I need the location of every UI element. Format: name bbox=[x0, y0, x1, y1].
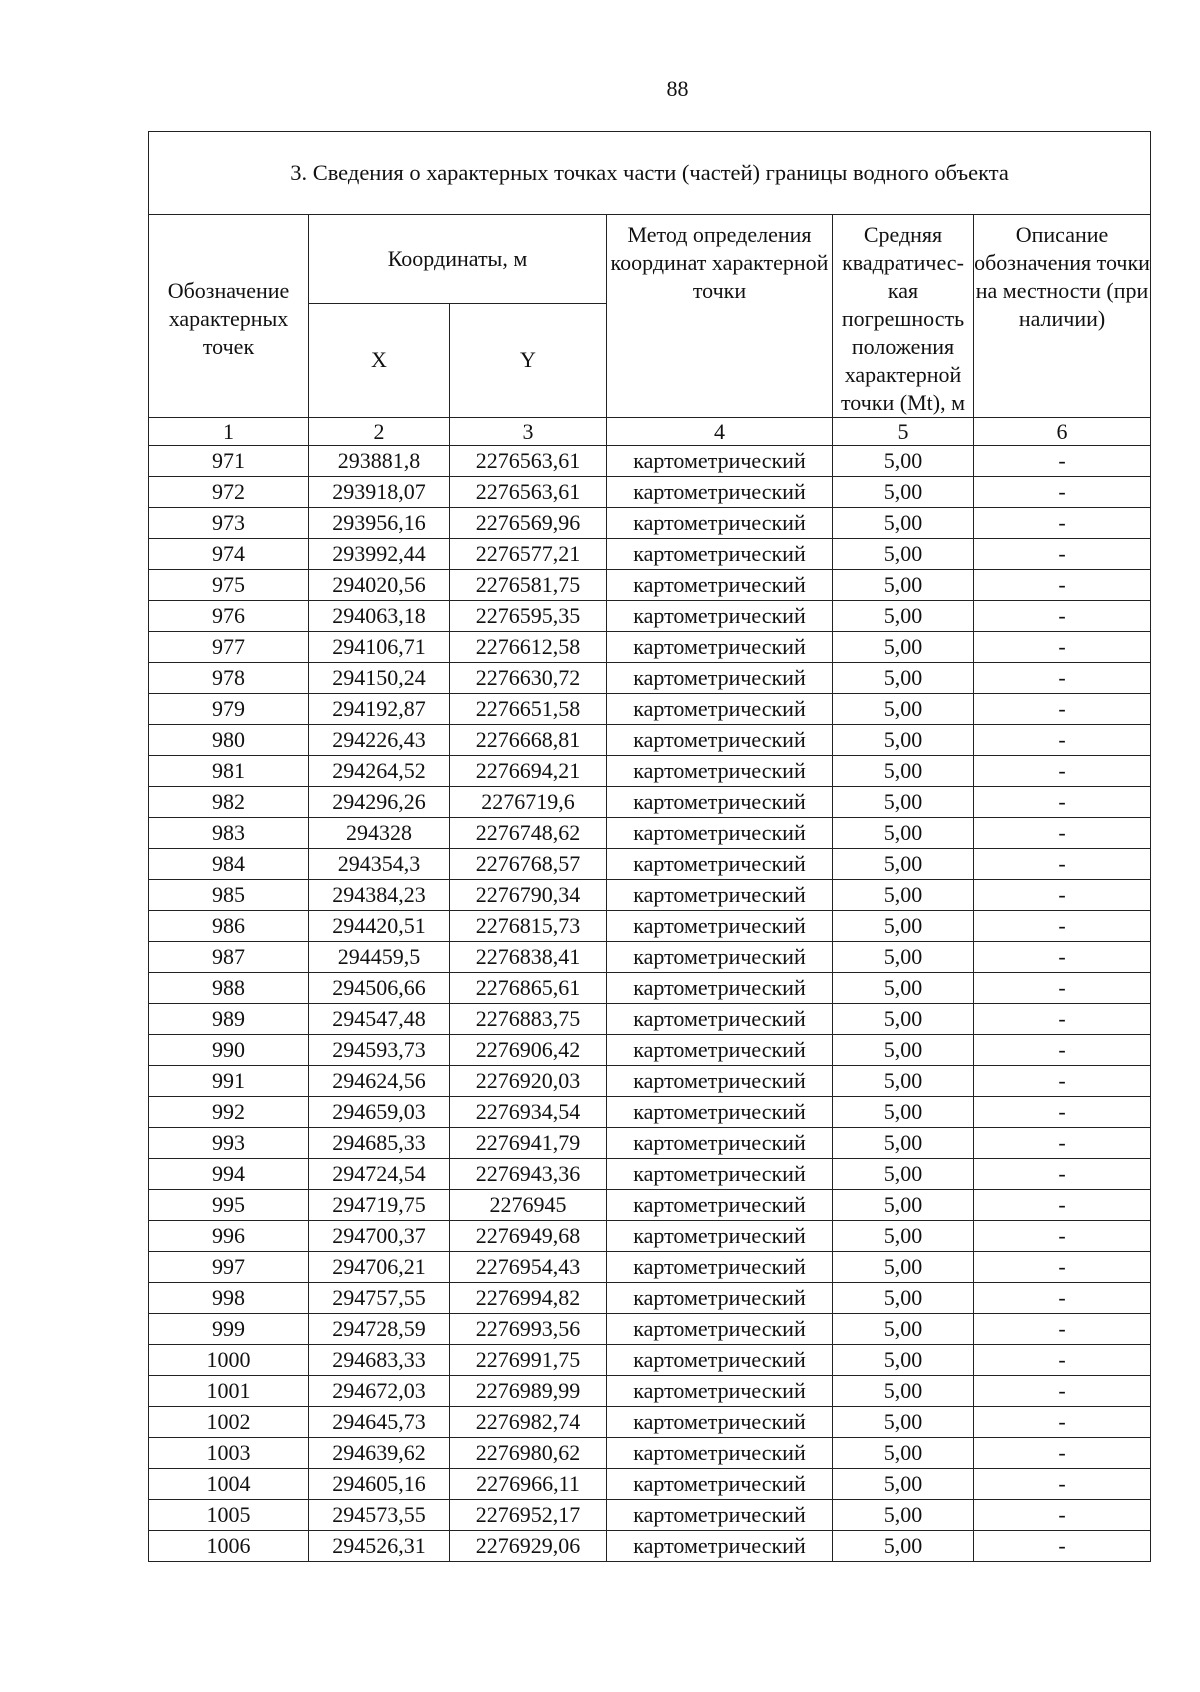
description-cell: - bbox=[974, 973, 1151, 1004]
x-coordinate-cell: 294624,56 bbox=[309, 1066, 450, 1097]
table-row bbox=[149, 570, 1151, 601]
mean-error-cell: 5,00 bbox=[833, 725, 974, 756]
x-coordinate-cell: 294328 bbox=[309, 818, 450, 849]
description-cell: - bbox=[974, 539, 1151, 570]
mean-error-cell: 5,00 bbox=[833, 1345, 974, 1376]
point-number-cell: 981 bbox=[149, 756, 309, 787]
table-row bbox=[149, 1159, 1151, 1190]
method-cell: картометрический bbox=[607, 477, 833, 508]
description-cell: - bbox=[974, 1252, 1151, 1283]
description-cell: - bbox=[974, 942, 1151, 973]
method-cell: картометрический bbox=[607, 911, 833, 942]
mean-error-cell: 5,00 bbox=[833, 880, 974, 911]
mean-error-cell: 5,00 bbox=[833, 1438, 974, 1469]
x-coordinate-cell: 294354,3 bbox=[309, 849, 450, 880]
table-row bbox=[149, 756, 1151, 787]
point-number-cell: 1005 bbox=[149, 1500, 309, 1531]
header-mean-error: Средняя квадратичес-кая погрешность положения характерной точки (Mt), м bbox=[833, 215, 974, 418]
description-cell: - bbox=[974, 787, 1151, 818]
x-coordinate-cell: 294420,51 bbox=[309, 911, 450, 942]
table-row bbox=[149, 849, 1151, 880]
point-number-cell: 975 bbox=[149, 570, 309, 601]
point-number-cell: 978 bbox=[149, 663, 309, 694]
y-coordinate-cell: 2276651,58 bbox=[450, 694, 607, 725]
y-coordinate-cell: 2276982,74 bbox=[450, 1407, 607, 1438]
point-number-cell: 992 bbox=[149, 1097, 309, 1128]
table-row bbox=[149, 1221, 1151, 1252]
mean-error-cell: 5,00 bbox=[833, 632, 974, 663]
y-coordinate-cell: 2276966,11 bbox=[450, 1469, 607, 1500]
mean-error-cell: 5,00 bbox=[833, 818, 974, 849]
description-cell: - bbox=[974, 1376, 1151, 1407]
mean-error-cell: 5,00 bbox=[833, 1252, 974, 1283]
table-row bbox=[149, 1438, 1151, 1469]
method-cell: картометрический bbox=[607, 1438, 833, 1469]
x-coordinate-cell: 294459,5 bbox=[309, 942, 450, 973]
point-number-cell: 1004 bbox=[149, 1469, 309, 1500]
point-number-cell: 990 bbox=[149, 1035, 309, 1066]
x-coordinate-cell: 293918,07 bbox=[309, 477, 450, 508]
description-cell: - bbox=[974, 849, 1151, 880]
table-row bbox=[149, 1531, 1151, 1562]
table-row bbox=[149, 942, 1151, 973]
description-cell: - bbox=[974, 1283, 1151, 1314]
x-coordinate-cell: 294593,73 bbox=[309, 1035, 450, 1066]
point-number-cell: 996 bbox=[149, 1221, 309, 1252]
description-cell: - bbox=[974, 1345, 1151, 1376]
description-cell: - bbox=[974, 818, 1151, 849]
y-coordinate-cell: 2276941,79 bbox=[450, 1128, 607, 1159]
description-cell: - bbox=[974, 1190, 1151, 1221]
table-row bbox=[149, 725, 1151, 756]
method-cell: картометрический bbox=[607, 849, 833, 880]
y-coordinate-cell: 2276694,21 bbox=[450, 756, 607, 787]
table-row bbox=[149, 508, 1151, 539]
table-row bbox=[149, 1035, 1151, 1066]
method-cell: картометрический bbox=[607, 1221, 833, 1252]
x-coordinate-cell: 294757,55 bbox=[309, 1283, 450, 1314]
table-row bbox=[149, 911, 1151, 942]
method-cell: картометрический bbox=[607, 539, 833, 570]
y-coordinate-cell: 2276838,41 bbox=[450, 942, 607, 973]
y-coordinate-cell: 2276569,96 bbox=[450, 508, 607, 539]
x-coordinate-cell: 293992,44 bbox=[309, 539, 450, 570]
x-coordinate-cell: 294724,54 bbox=[309, 1159, 450, 1190]
mean-error-cell: 5,00 bbox=[833, 1190, 974, 1221]
y-coordinate-cell: 2276815,73 bbox=[450, 911, 607, 942]
mean-error-cell: 5,00 bbox=[833, 570, 974, 601]
description-cell: - bbox=[974, 1159, 1151, 1190]
x-coordinate-cell: 294645,73 bbox=[309, 1407, 450, 1438]
x-coordinate-cell: 294605,16 bbox=[309, 1469, 450, 1500]
page-number: 88 bbox=[666, 76, 689, 101]
description-cell: - bbox=[974, 1469, 1151, 1500]
method-cell: картометрический bbox=[607, 508, 833, 539]
table-row bbox=[149, 539, 1151, 570]
x-coordinate-cell: 294264,52 bbox=[309, 756, 450, 787]
point-number-cell: 974 bbox=[149, 539, 309, 570]
point-number-cell: 997 bbox=[149, 1252, 309, 1283]
point-number-cell: 984 bbox=[149, 849, 309, 880]
column-number: 1 bbox=[149, 418, 309, 446]
description-cell: - bbox=[974, 1407, 1151, 1438]
boundary-points-table bbox=[148, 131, 1151, 1562]
mean-error-cell: 5,00 bbox=[833, 477, 974, 508]
header-y: Y bbox=[450, 303, 607, 417]
description-cell: - bbox=[974, 1438, 1151, 1469]
description-cell: - bbox=[974, 1221, 1151, 1252]
section-title: 3. Сведения о характерных точках части (частей) границы водного объекта bbox=[149, 132, 1151, 215]
point-number-cell: 1002 bbox=[149, 1407, 309, 1438]
point-number-cell: 1003 bbox=[149, 1438, 309, 1469]
y-coordinate-cell: 2276719,6 bbox=[450, 787, 607, 818]
mean-error-cell: 5,00 bbox=[833, 1314, 974, 1345]
description-cell: - bbox=[974, 1066, 1151, 1097]
mean-error-cell: 5,00 bbox=[833, 1097, 974, 1128]
method-cell: картометрический bbox=[607, 942, 833, 973]
description-cell: - bbox=[974, 756, 1151, 787]
table-row bbox=[149, 632, 1151, 663]
mean-error-cell: 5,00 bbox=[833, 508, 974, 539]
mean-error-cell: 5,00 bbox=[833, 849, 974, 880]
table-row bbox=[149, 973, 1151, 1004]
method-cell: картометрический bbox=[607, 1190, 833, 1221]
point-number-cell: 986 bbox=[149, 911, 309, 942]
table-row bbox=[149, 1376, 1151, 1407]
y-coordinate-cell: 2276563,61 bbox=[450, 446, 607, 477]
mean-error-cell: 5,00 bbox=[833, 973, 974, 1004]
table-row bbox=[149, 1500, 1151, 1531]
method-cell: картометрический bbox=[607, 446, 833, 477]
y-coordinate-cell: 2276945 bbox=[450, 1190, 607, 1221]
method-cell: картометрический bbox=[607, 694, 833, 725]
header-x: X bbox=[309, 303, 450, 417]
method-cell: картометрический bbox=[607, 1376, 833, 1407]
mean-error-cell: 5,00 bbox=[833, 1376, 974, 1407]
table-row bbox=[149, 477, 1151, 508]
mean-error-cell: 5,00 bbox=[833, 1004, 974, 1035]
description-cell: - bbox=[974, 570, 1151, 601]
description-cell: - bbox=[974, 1004, 1151, 1035]
description-cell: - bbox=[974, 446, 1151, 477]
method-cell: картометрический bbox=[607, 1252, 833, 1283]
mean-error-cell: 5,00 bbox=[833, 1283, 974, 1314]
method-cell: картометрический bbox=[607, 1345, 833, 1376]
x-coordinate-cell: 294672,03 bbox=[309, 1376, 450, 1407]
method-cell: картометрический bbox=[607, 1500, 833, 1531]
method-cell: картометрический bbox=[607, 601, 833, 632]
method-cell: картометрический bbox=[607, 973, 833, 1004]
mean-error-cell: 5,00 bbox=[833, 942, 974, 973]
table-row bbox=[149, 446, 1151, 477]
point-number-cell: 1001 bbox=[149, 1376, 309, 1407]
y-coordinate-cell: 2276595,35 bbox=[450, 601, 607, 632]
mean-error-cell: 5,00 bbox=[833, 1159, 974, 1190]
x-coordinate-cell: 294700,37 bbox=[309, 1221, 450, 1252]
y-coordinate-cell: 2276991,75 bbox=[450, 1345, 607, 1376]
method-cell: картометрический bbox=[607, 1407, 833, 1438]
y-coordinate-cell: 2276943,36 bbox=[450, 1159, 607, 1190]
point-number-cell: 972 bbox=[149, 477, 309, 508]
y-coordinate-cell: 2276768,57 bbox=[450, 849, 607, 880]
section-title-row bbox=[149, 132, 1151, 215]
y-coordinate-cell: 2276980,62 bbox=[450, 1438, 607, 1469]
y-coordinate-cell: 2276952,17 bbox=[450, 1500, 607, 1531]
point-number-cell: 993 bbox=[149, 1128, 309, 1159]
description-cell: - bbox=[974, 1097, 1151, 1128]
mean-error-cell: 5,00 bbox=[833, 1469, 974, 1500]
point-number-cell: 989 bbox=[149, 1004, 309, 1035]
point-number-cell: 994 bbox=[149, 1159, 309, 1190]
point-number-cell: 973 bbox=[149, 508, 309, 539]
x-coordinate-cell: 294106,71 bbox=[309, 632, 450, 663]
x-coordinate-cell: 293881,8 bbox=[309, 446, 450, 477]
method-cell: картометрический bbox=[607, 725, 833, 756]
y-coordinate-cell: 2276906,42 bbox=[450, 1035, 607, 1066]
point-number-cell: 987 bbox=[149, 942, 309, 973]
mean-error-cell: 5,00 bbox=[833, 539, 974, 570]
y-coordinate-cell: 2276993,56 bbox=[450, 1314, 607, 1345]
x-coordinate-cell: 294719,75 bbox=[309, 1190, 450, 1221]
column-number: 6 bbox=[974, 418, 1151, 446]
point-number-cell: 982 bbox=[149, 787, 309, 818]
point-number-cell: 998 bbox=[149, 1283, 309, 1314]
mean-error-cell: 5,00 bbox=[833, 1407, 974, 1438]
method-cell: картометрический bbox=[607, 632, 833, 663]
point-number-cell: 971 bbox=[149, 446, 309, 477]
x-coordinate-cell: 294192,87 bbox=[309, 694, 450, 725]
y-coordinate-cell: 2276989,99 bbox=[450, 1376, 607, 1407]
x-coordinate-cell: 294226,43 bbox=[309, 725, 450, 756]
point-number-cell: 991 bbox=[149, 1066, 309, 1097]
mean-error-cell: 5,00 bbox=[833, 1066, 974, 1097]
description-cell: - bbox=[974, 1314, 1151, 1345]
method-cell: картометрический bbox=[607, 663, 833, 694]
header-row-1 bbox=[149, 215, 1151, 304]
x-coordinate-cell: 294063,18 bbox=[309, 601, 450, 632]
method-cell: картометрический bbox=[607, 880, 833, 911]
y-coordinate-cell: 2276994,82 bbox=[450, 1283, 607, 1314]
mean-error-cell: 5,00 bbox=[833, 663, 974, 694]
point-number-cell: 1006 bbox=[149, 1531, 309, 1562]
table-row bbox=[149, 601, 1151, 632]
x-coordinate-cell: 294526,31 bbox=[309, 1531, 450, 1562]
point-number-cell: 985 bbox=[149, 880, 309, 911]
mean-error-cell: 5,00 bbox=[833, 446, 974, 477]
description-cell: - bbox=[974, 601, 1151, 632]
mean-error-cell: 5,00 bbox=[833, 787, 974, 818]
y-coordinate-cell: 2276929,06 bbox=[450, 1531, 607, 1562]
mean-error-cell: 5,00 bbox=[833, 601, 974, 632]
point-number-cell: 999 bbox=[149, 1314, 309, 1345]
method-cell: картометрический bbox=[607, 1097, 833, 1128]
description-cell: - bbox=[974, 880, 1151, 911]
y-coordinate-cell: 2276581,75 bbox=[450, 570, 607, 601]
y-coordinate-cell: 2276883,75 bbox=[450, 1004, 607, 1035]
table-row bbox=[149, 1066, 1151, 1097]
point-number-cell: 980 bbox=[149, 725, 309, 756]
x-coordinate-cell: 294506,66 bbox=[309, 973, 450, 1004]
x-coordinate-cell: 294150,24 bbox=[309, 663, 450, 694]
header-method: Метод определения координат характерной точки bbox=[607, 215, 833, 418]
y-coordinate-cell: 2276630,72 bbox=[450, 663, 607, 694]
y-coordinate-cell: 2276920,03 bbox=[450, 1066, 607, 1097]
x-coordinate-cell: 294683,33 bbox=[309, 1345, 450, 1376]
method-cell: картометрический bbox=[607, 756, 833, 787]
table-row bbox=[149, 1252, 1151, 1283]
y-coordinate-cell: 2276949,68 bbox=[450, 1221, 607, 1252]
column-number: 4 bbox=[607, 418, 833, 446]
header-point-designation: Обозначение характерных точек bbox=[149, 215, 309, 418]
method-cell: картометрический bbox=[607, 1128, 833, 1159]
description-cell: - bbox=[974, 477, 1151, 508]
mean-error-cell: 5,00 bbox=[833, 694, 974, 725]
method-cell: картометрический bbox=[607, 1314, 833, 1345]
y-coordinate-cell: 2276865,61 bbox=[450, 973, 607, 1004]
y-coordinate-cell: 2276668,81 bbox=[450, 725, 607, 756]
point-number-cell: 983 bbox=[149, 818, 309, 849]
x-coordinate-cell: 294384,23 bbox=[309, 880, 450, 911]
table-row bbox=[149, 1314, 1151, 1345]
description-cell: - bbox=[974, 632, 1151, 663]
description-cell: - bbox=[974, 1128, 1151, 1159]
x-coordinate-cell: 294659,03 bbox=[309, 1097, 450, 1128]
point-number-cell: 976 bbox=[149, 601, 309, 632]
y-coordinate-cell: 2276790,34 bbox=[450, 880, 607, 911]
table-row bbox=[149, 1004, 1151, 1035]
method-cell: картометрический bbox=[607, 1283, 833, 1314]
point-number-cell: 995 bbox=[149, 1190, 309, 1221]
x-coordinate-cell: 294296,26 bbox=[309, 787, 450, 818]
mean-error-cell: 5,00 bbox=[833, 1128, 974, 1159]
table-row bbox=[149, 1345, 1151, 1376]
method-cell: картометрический bbox=[607, 1159, 833, 1190]
method-cell: картометрический bbox=[607, 1469, 833, 1500]
description-cell: - bbox=[974, 1035, 1151, 1066]
description-cell: - bbox=[974, 725, 1151, 756]
method-cell: картометрический bbox=[607, 818, 833, 849]
table-row bbox=[149, 787, 1151, 818]
method-cell: картометрический bbox=[607, 787, 833, 818]
y-coordinate-cell: 2276563,61 bbox=[450, 477, 607, 508]
point-number-cell: 988 bbox=[149, 973, 309, 1004]
column-numbers-row bbox=[149, 418, 1151, 446]
x-coordinate-cell: 294706,21 bbox=[309, 1252, 450, 1283]
header-coordinates: Координаты, м bbox=[309, 215, 607, 304]
method-cell: картометрический bbox=[607, 1066, 833, 1097]
table-row bbox=[149, 818, 1151, 849]
mean-error-cell: 5,00 bbox=[833, 1500, 974, 1531]
description-cell: - bbox=[974, 911, 1151, 942]
x-coordinate-cell: 294639,62 bbox=[309, 1438, 450, 1469]
y-coordinate-cell: 2276577,21 bbox=[450, 539, 607, 570]
method-cell: картометрический bbox=[607, 1531, 833, 1562]
x-coordinate-cell: 294547,48 bbox=[309, 1004, 450, 1035]
description-cell: - bbox=[974, 1500, 1151, 1531]
header-description: Описание обозначения точки на местности (при наличии) bbox=[974, 215, 1151, 418]
table-row bbox=[149, 1097, 1151, 1128]
description-cell: - bbox=[974, 508, 1151, 539]
mean-error-cell: 5,00 bbox=[833, 1531, 974, 1562]
y-coordinate-cell: 2276612,58 bbox=[450, 632, 607, 663]
table-row bbox=[149, 1469, 1151, 1500]
table-row bbox=[149, 1128, 1151, 1159]
description-cell: - bbox=[974, 694, 1151, 725]
table-row bbox=[149, 1190, 1151, 1221]
point-number-cell: 977 bbox=[149, 632, 309, 663]
description-cell: - bbox=[974, 663, 1151, 694]
mean-error-cell: 5,00 bbox=[833, 1221, 974, 1252]
method-cell: картометрический bbox=[607, 570, 833, 601]
table-row bbox=[149, 880, 1151, 911]
y-coordinate-cell: 2276748,62 bbox=[450, 818, 607, 849]
table-row bbox=[149, 694, 1151, 725]
x-coordinate-cell: 294020,56 bbox=[309, 570, 450, 601]
table-row bbox=[149, 663, 1151, 694]
x-coordinate-cell: 294573,55 bbox=[309, 1500, 450, 1531]
x-coordinate-cell: 293956,16 bbox=[309, 508, 450, 539]
point-number-cell: 979 bbox=[149, 694, 309, 725]
method-cell: картометрический bbox=[607, 1035, 833, 1066]
mean-error-cell: 5,00 bbox=[833, 1035, 974, 1066]
table-row bbox=[149, 1283, 1151, 1314]
x-coordinate-cell: 294728,59 bbox=[309, 1314, 450, 1345]
table-row bbox=[149, 1407, 1151, 1438]
column-number: 5 bbox=[833, 418, 974, 446]
mean-error-cell: 5,00 bbox=[833, 756, 974, 787]
column-number: 3 bbox=[450, 418, 607, 446]
y-coordinate-cell: 2276954,43 bbox=[450, 1252, 607, 1283]
description-cell: - bbox=[974, 1531, 1151, 1562]
column-number: 2 bbox=[309, 418, 450, 446]
mean-error-cell: 5,00 bbox=[833, 911, 974, 942]
point-number-cell: 1000 bbox=[149, 1345, 309, 1376]
x-coordinate-cell: 294685,33 bbox=[309, 1128, 450, 1159]
y-coordinate-cell: 2276934,54 bbox=[450, 1097, 607, 1128]
method-cell: картометрический bbox=[607, 1004, 833, 1035]
